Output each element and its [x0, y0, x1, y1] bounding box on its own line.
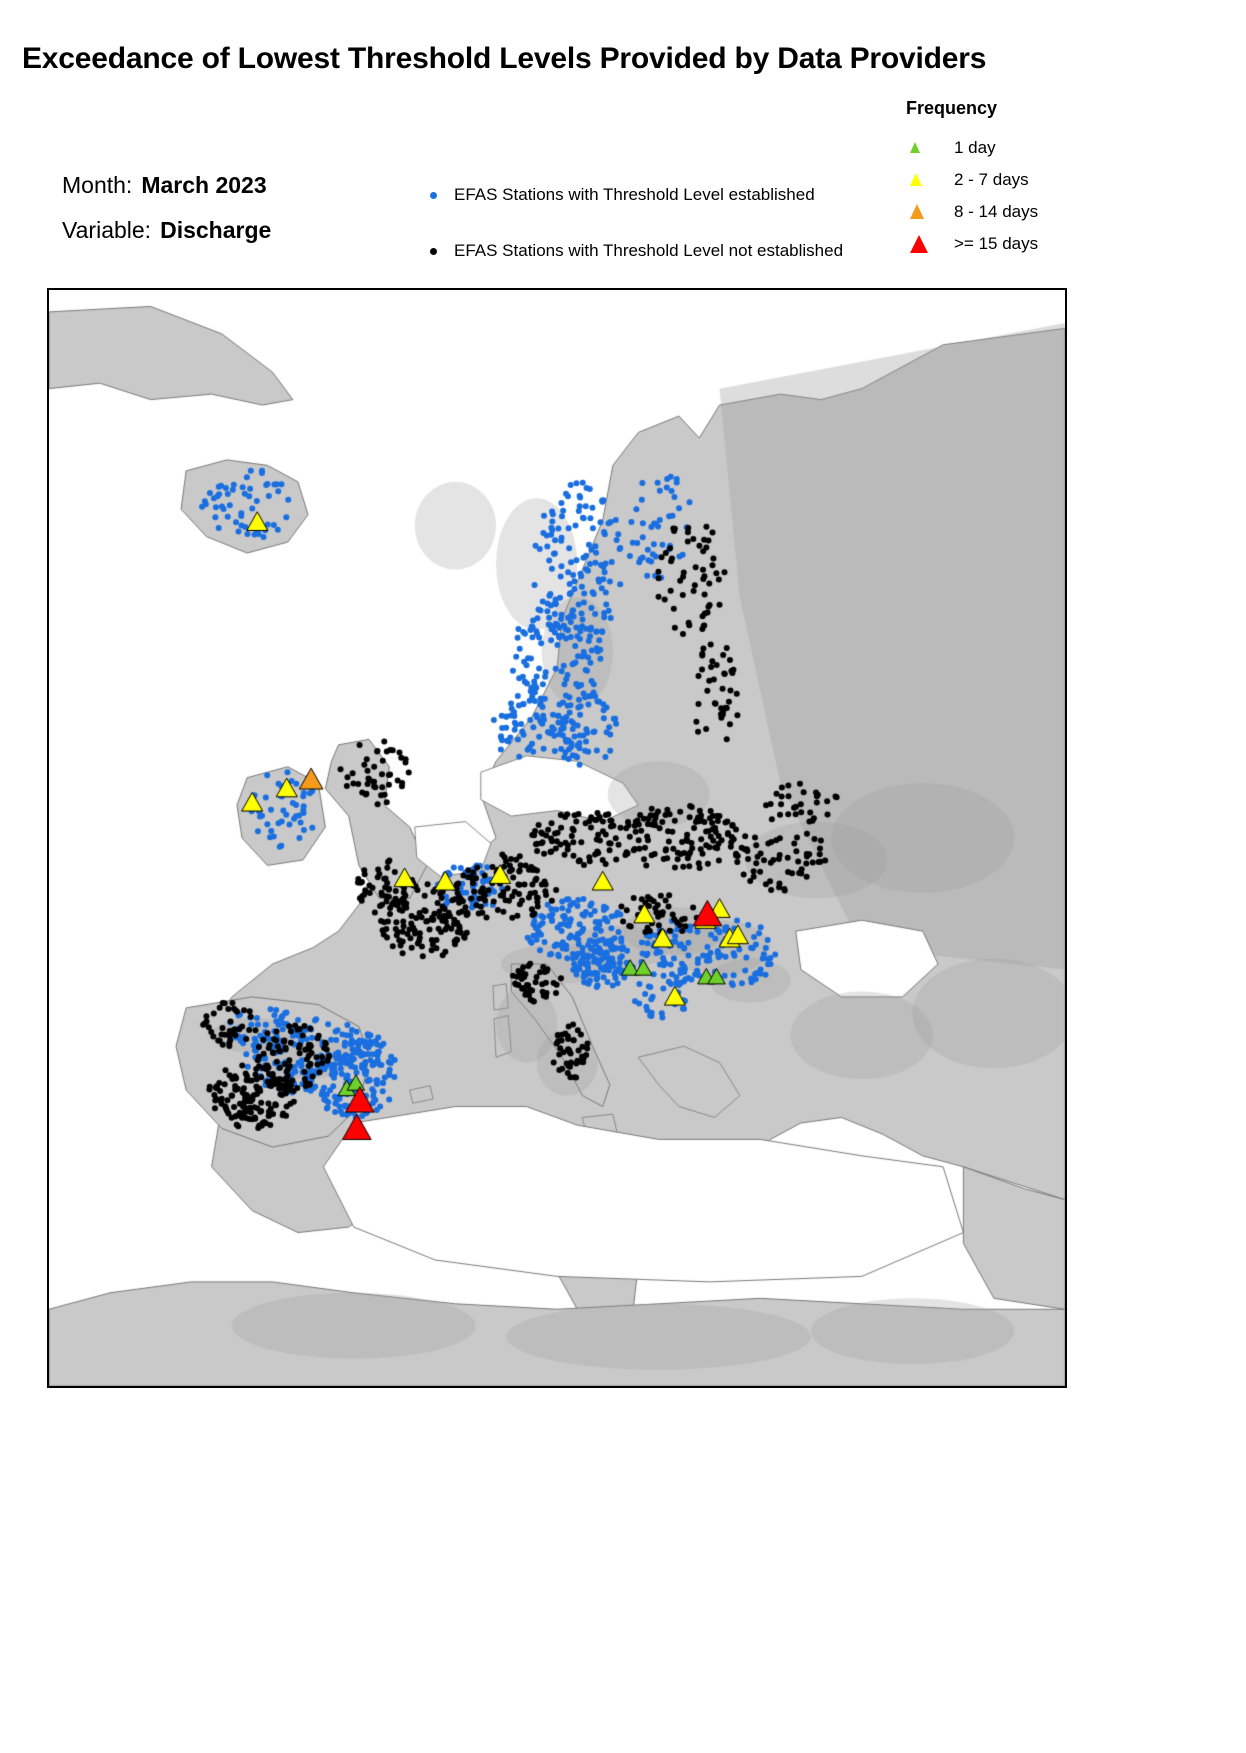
frequency-label-1-day: 1 day	[954, 137, 996, 157]
europe-station-map[interactable]	[49, 290, 1065, 1386]
triangle-orange-icon	[906, 204, 954, 219]
map-info-block	[62, 172, 271, 262]
page-title: Exceedance of Lowest Threshold Levels Provided by Data Providers	[22, 42, 987, 75]
legend-item-threshold-established	[412, 182, 843, 208]
map-frame[interactable]	[47, 288, 1067, 1388]
legend-label-threshold-established: EFAS Stations with Threshold Level established	[454, 185, 815, 204]
frequency-item-8-14-days	[906, 197, 1038, 226]
legend-item-threshold-not-established	[412, 238, 843, 264]
month-value: March 2023	[141, 172, 267, 198]
frequency-item-15-plus-days	[906, 229, 1038, 258]
month-label: Month:	[62, 172, 133, 198]
black-dot-icon	[412, 248, 454, 255]
frequency-label-2-7-days: 2 - 7 days	[954, 169, 1029, 189]
frequency-legend	[906, 98, 1038, 261]
blue-dot-icon	[412, 192, 454, 199]
frequency-label-15-plus-days: >= 15 days	[954, 233, 1039, 253]
station-type-legend	[412, 182, 843, 294]
frequency-label-8-14-days: 8 - 14 days	[954, 201, 1039, 221]
frequency-item-1-day	[906, 133, 1038, 162]
frequency-item-2-7-days	[906, 165, 1038, 194]
triangle-green-icon	[906, 142, 954, 153]
triangle-yellow-icon	[906, 173, 954, 186]
frequency-legend-title: Frequency	[906, 98, 998, 118]
info-row-month	[62, 172, 271, 199]
variable-value: Discharge	[160, 217, 272, 243]
variable-label: Variable:	[62, 217, 152, 243]
triangle-red-icon	[906, 235, 954, 253]
legend-label-threshold-not-established: EFAS Stations with Threshold Level not established	[454, 241, 844, 260]
info-row-variable	[62, 217, 271, 244]
